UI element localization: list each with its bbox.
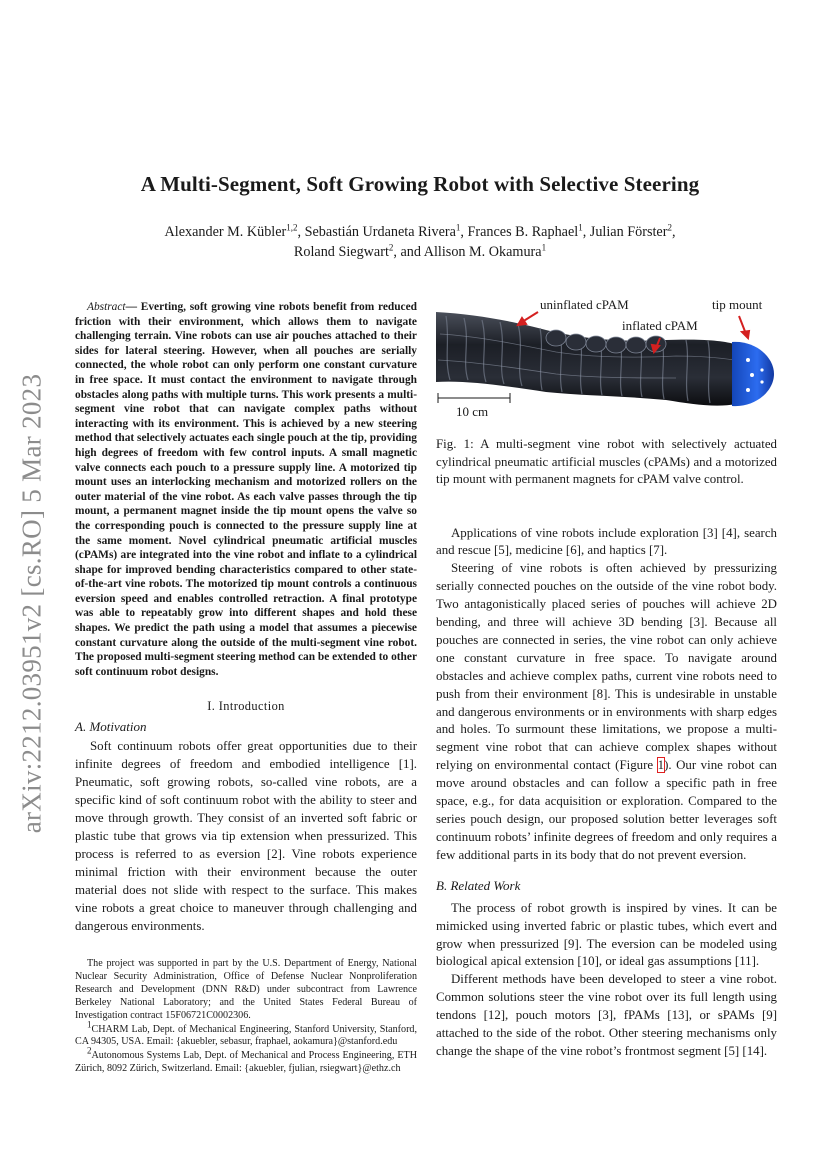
right-column	[436, 297, 778, 1061]
section-heading-introduction: I. Introduction	[207, 699, 285, 714]
figure-1-link[interactable]: 1	[657, 758, 665, 773]
affiliation-sup: 2	[388, 242, 394, 253]
arxiv-stamp	[4, 364, 60, 842]
affiliation-sup: 1	[578, 222, 583, 233]
related-work-paragraph-1: The process of robot growth is inspired by vines. It can be mimicked using inverted fabric or plastic tubes, which evert and grow when pressurized [9]. The eversion can be modeled using biological apical extension [10], or ideal gas assumptions [11].	[436, 900, 777, 969]
applications-paragraph: Applications of vine robots include exploration [3] [4], search and rescue [5], medicine [6], and haptics [7].	[436, 525, 777, 558]
label-tip-mount: tip mount	[712, 297, 763, 312]
subsection-heading-motivation: A. Motivation	[75, 719, 147, 735]
author-name: Julian Förster	[589, 224, 668, 240]
footnote-affiliation-1	[75, 1019, 417, 1050]
steering-text-a: Steering of vine robots is often achieved by pressurizing serially connected pouches on the outside of the vine robot body. Two antagonistically placed series of pouches will achieve 2D bending, and three will achieve 3D bending [3]. Because all pouches are connected in series, the vine robot can only achieve one constant curvature in free space. To navigate around obstacles and achieve complex paths, current vine robots need to push from their environment [8]. This is undesirable in unstable and dangerous environments or in environments with sharp edges and holes. To surmount these limitations, we propose a multi-segment vine robot that can achieve complex shapes without relying on environmental contact (Figure	[436, 561, 777, 773]
abstract-text: Everting, soft growing vine robots benefit from reduced friction with their environment, which allows them to navigate challenging terrain. Vine robots can use air pouches attached to their sides for lateral steering. However, when all pouches are serially connected, the whole robot can only perform one constant curvature in free space. It must contact the environment to navigate through obstacles along paths with multiple turns. This work presents a multi-segment vine robot that can navigate complex paths without interacting with its environment. This is achieved by a new steering method that selectively actuates each single pouch at the tip, providing high degrees of freedom with few control inputs. A small magnetic valve connects each pouch to a pressure supply line. A motorized tip mount uses an interlocking mechanism and motorized rollers on the outer material of the vine robot. As each valve passes through the tip mount, a permanent magnet inside the tip mount opens the valve so the corresponding pouch is connected to the pressure supply line at the same moment. Novel cylindrical pneumatic artificial muscles (cPAMs) are integrated into the vine robot and inflate to a cylindrical shape for improved bending characteristics compared to other state-of-the-art vine robots. The motorized tip mount controls a continuous eversion speed and enables controlled retraction. A final prototype was able to repeatably grow into different shapes and hold these shapes. We predict the path using a model that assumes a piecewise constant curvature along the outside of the multi-segment vine robot. The proposed multi-segment steering method can be extended to other soft continuum robot designs.	[75, 301, 417, 678]
abstract-lead: Abstract	[87, 301, 126, 313]
motivation-paragraph: Soft continuum robots offer great opportunities due to their infinite degrees of freedom and embodied intelligence [1]. Pneumatic, soft growing robots, so-called vine robots, are a specific kind of soft continuum robot with the ability to steer and move through growth. They consist of an inverted soft fabric or plastic tube that grows via tip extension when pressurized. This process is referred to as eversion [2]. Vine robots experience minimal friction with their environment because the outer material does not slide with respect to the surface. This makes vine robots a great choice to maneuver through challenging and dangerous environments.	[75, 739, 417, 933]
right-body	[436, 525, 777, 1061]
steering-text-b: ). Our vine robot can move around obstacles and can follow a specific path in free space, e.g., for data acquisition or exploration. Compared to the series pouch design, our proposed solution better leverages soft continuum robots’ infinite degrees of freedom and only requires a few additional parts in its body that do not prevent eversion.	[436, 758, 778, 862]
abstract-dash: —	[125, 301, 141, 313]
left-column	[75, 300, 417, 935]
author-name: Alexander M. Kübler	[164, 224, 287, 240]
figure-1	[436, 297, 777, 428]
author-list: Alexander M. Kübler$^{1,2}$, Sebastián Urdaneta Rivera$^1$, Frances B. Raphael$^1$, Julian Förster$^2$, Roland Siegwart$^2$, and Allison M. Okamura$^1$	[164, 222, 676, 260]
figure-caption: Fig. 1: A multi-segment vine robot with selectively actuated cylindrical pneumatic artificial muscles (cPAMs) and a motorized tip mount with permanent magnets for cPAM valve control.	[436, 437, 777, 486]
footnote-sup: 1	[87, 1019, 92, 1030]
footnote-sup: 2	[87, 1045, 92, 1056]
footnote-affiliation-2	[75, 1045, 417, 1076]
author-name: and Allison M. Okamura	[400, 244, 542, 260]
abstract	[75, 300, 417, 679]
label-inflated-cpam: inflated cPAM	[622, 318, 698, 333]
related-work-paragraph-2: Different methods have been developed to steer a vine robot. Common solutions steer the vine robot over its full length using tendons [12], pouch motors [3], fPAMs [13], or sPAMs [9] attached to the side of the robot. Other steering mechanisms only change the shape of the vine robot’s frontmost segment [5] [14].	[436, 972, 777, 1058]
author-name: Frances B. Raphael	[467, 224, 579, 240]
steering-paragraph	[436, 560, 777, 864]
affiliation-sup: 2	[667, 222, 672, 233]
arxiv-id: arXiv:2212.03951v2 [cs.RO] 5 Mar 2023	[16, 373, 47, 833]
author-name: Sebastián Urdaneta Rivera	[304, 224, 456, 240]
scale-bar-label: 10 cm	[456, 404, 489, 419]
footnote-text: Autonomous Systems Lab, Dept. of Mechanical and Process Engineering, ETH Zürich, 8092 Zürich, Switzerland. Email: {akuebler, fjulian, rsiegwart}@ethz.ch	[75, 1050, 417, 1075]
subsection-heading-related-work: B. Related Work	[436, 877, 521, 893]
author-name: Roland Siegwart	[293, 244, 389, 260]
paper-title: A Multi-Segment, Soft Growing Robot with Selective Steering	[140, 172, 700, 196]
footnotes	[75, 958, 417, 1077]
footnote-text: CHARM Lab, Dept. of Mechanical Engineering, Stanford University, Stanford, CA 94305, USA. Email: {akuebler, sebasur, fraphael, aokamura}@stanford.edu	[75, 1023, 417, 1048]
affiliation-sup: 1	[541, 242, 547, 253]
scale-bar	[438, 393, 510, 403]
affiliation-sup: 1	[455, 222, 461, 233]
label-uninflated-cpam: uninflated cPAM	[540, 297, 629, 312]
affiliation-sup: 1,2	[286, 222, 298, 233]
footnote-funding: The project was supported in part by the U.S. Department of Energy, National Nuclear Security Administration, Office of Defense Nuclear Nonproliferation Research and Development (DNN R&D) under subcontract from Lawrence Berkeley National Laboratory; and the United States Federal Bureau of Investigation contract 15F06721C0002306.	[75, 958, 417, 1021]
